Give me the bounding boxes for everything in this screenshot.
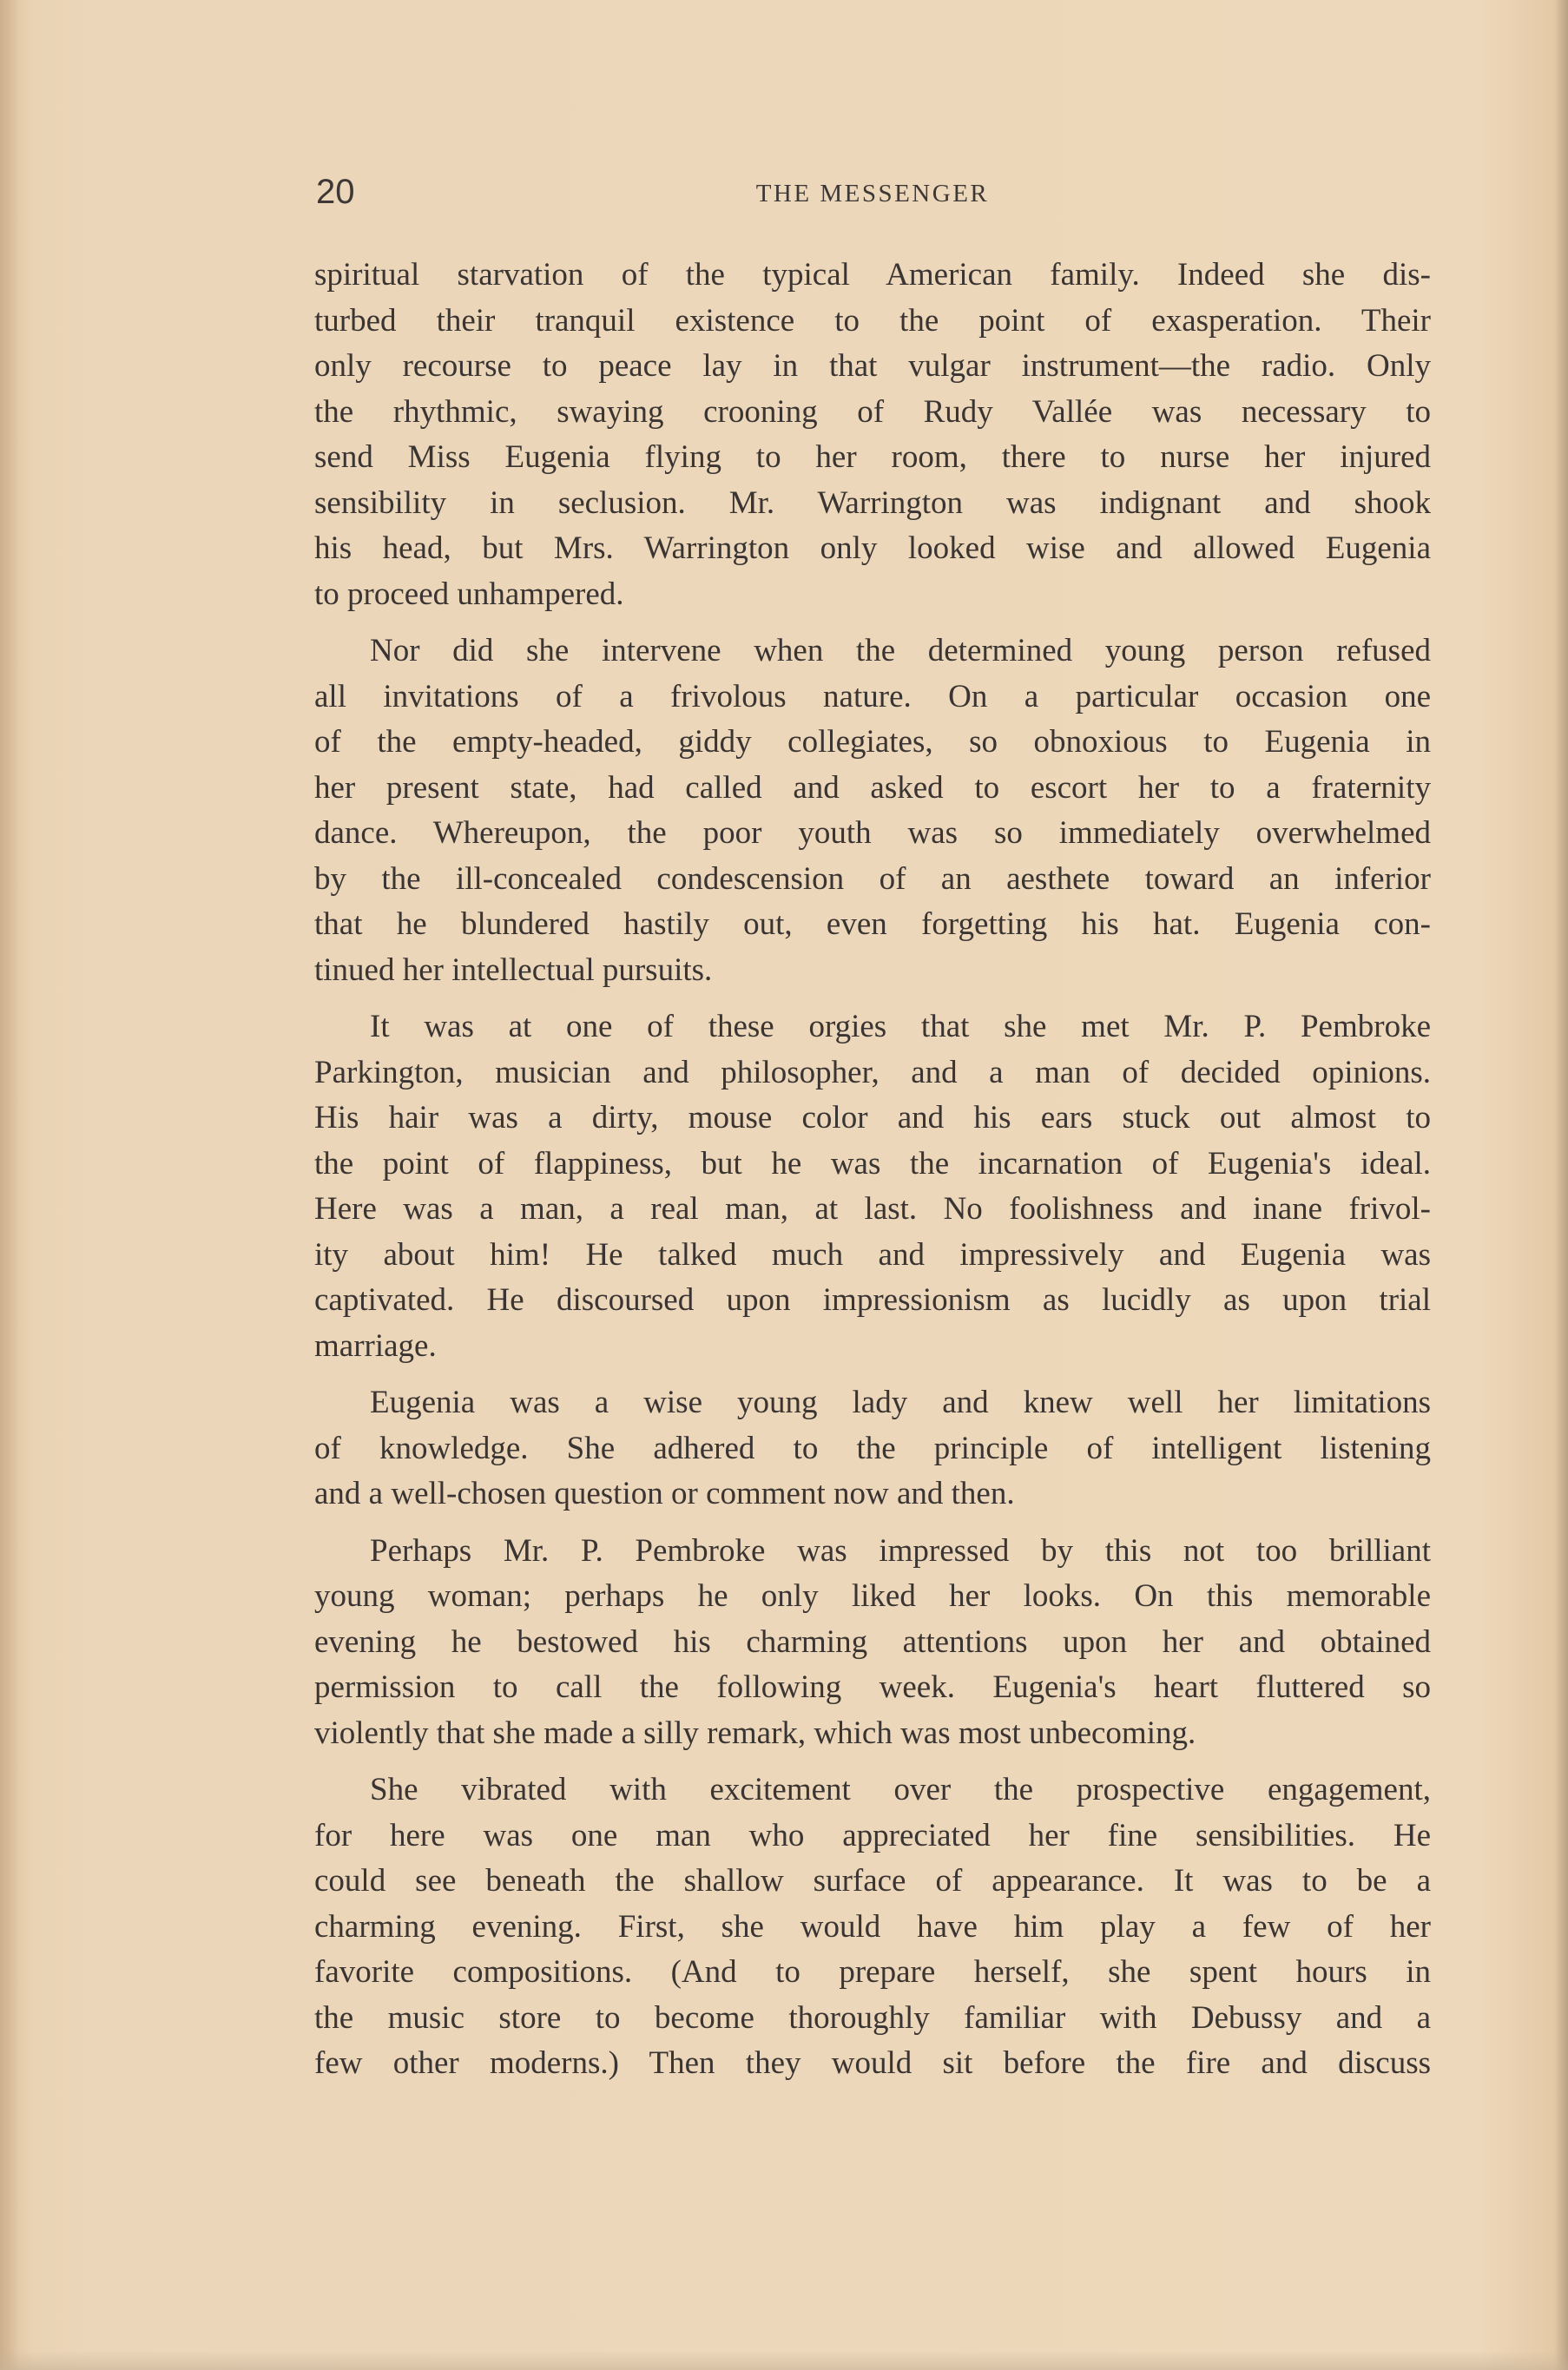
page-spine-shadow xyxy=(0,0,19,2370)
text-line: for here was one man who appreciated her fine sensibilities. He xyxy=(314,1817,1431,1853)
text-line: It was at one of these orgies that she met Mr. P. Pembroke xyxy=(370,1009,1431,1044)
text-line: charming evening. First, she would have him play a few of her xyxy=(314,1908,1431,1945)
text-line: captivated. He discoursed upon impressionism as lucidly as upon trial xyxy=(314,1282,1431,1318)
paragraph-gap xyxy=(314,1756,1431,1768)
text-line: only recourse to peace lay in that vulgar instrument—the radio. Only xyxy=(314,348,1431,384)
text-line: favorite compositions. (And to prepare herself, she spent hours in xyxy=(314,1954,1431,1990)
paragraph xyxy=(314,629,1431,993)
paragraph xyxy=(314,1768,1431,2087)
text-line: His hair was a dirty, mouse color and his ears stuck out almost to xyxy=(314,1100,1431,1136)
text-line: send Miss Eugenia flying to her room, there to nurse her injured xyxy=(314,439,1431,475)
text-line: and a well-chosen question or comment now and then. xyxy=(314,1476,1015,1511)
page-number: 20 xyxy=(316,173,355,211)
text-line: of knowledge. She adhered to the principle of intelligent listening xyxy=(314,1430,1431,1466)
text-line: young woman; perhaps he only liked her looks. On this memorable xyxy=(314,1578,1431,1614)
text-line: that he blundered hastily out, even forgetting his hat. Eugenia con- xyxy=(314,906,1431,942)
running-head xyxy=(316,170,1429,214)
paragraph xyxy=(314,1004,1431,1369)
running-title: THE MESSENGER xyxy=(755,180,990,207)
paragraph xyxy=(314,253,1431,617)
text-line: spiritual starvation of the typical American family. Indeed she dis- xyxy=(314,257,1431,293)
text-line: his head, but Mrs. Warrington only looked wise and allowed Eugenia xyxy=(314,530,1431,566)
text-line: violently that she made a silly remark, which was most unbecoming. xyxy=(314,1715,1196,1751)
text-line: Here was a man, a real man, at last. No foolishness and inane frivol- xyxy=(314,1191,1431,1227)
text-line: Parkington, musician and philosopher, and a man of decided opinions. xyxy=(314,1054,1431,1090)
text-line: by the ill-concealed condescension of an aesthete toward an inferior xyxy=(314,860,1431,897)
text-line: She vibrated with excitement over the prospective engagement, xyxy=(370,1772,1431,1807)
text-line: sensibility in seclusion. Mr. Warrington was indignant and shook xyxy=(314,484,1431,521)
text-line: few other moderns.) Then they would sit before the fire and discuss xyxy=(314,2045,1431,2081)
text-line: all invitations of a frivolous nature. On a particular occasion one xyxy=(314,678,1431,714)
page-bottom-edge xyxy=(0,2351,1568,2370)
paragraph xyxy=(314,1529,1431,1757)
text-line: Nor did she intervene when the determined young person refused xyxy=(370,633,1431,668)
text-line: tinued her intellectual pursuits. xyxy=(314,951,713,988)
text-line: dance. Whereupon, the poor youth was so immediately overwhelmed xyxy=(314,815,1431,851)
paragraph-gap xyxy=(314,1369,1431,1380)
text-line: turbed their tranquil existence to the point of exasperation. Their xyxy=(314,302,1431,339)
text-line: to proceed unhampered. xyxy=(314,576,624,612)
text-line: the point of flappiness, but he was the incarnation of Eugenia's ideal. xyxy=(314,1145,1431,1182)
text-line: of the empty-headed, giddy collegiates, so obnoxious to Eugenia in xyxy=(314,724,1431,760)
paragraph-gap xyxy=(314,617,1431,629)
paragraph-gap xyxy=(314,1517,1431,1529)
paragraph xyxy=(314,1380,1431,1517)
text-line: the music store to become thoroughly familiar with Debussy and a xyxy=(314,1999,1431,2036)
body-text xyxy=(314,253,1431,2087)
text-line: evening he bestowed his charming attentions upon her and obtained xyxy=(314,1623,1431,1660)
text-line: Perhaps Mr. P. Pembroke was impressed by this not too brilliant xyxy=(370,1532,1431,1569)
text-line: ity about him! He talked much and impressively and Eugenia was xyxy=(314,1236,1431,1273)
text-line: Eugenia was a wise young lady and knew well her limitations xyxy=(370,1385,1431,1420)
text-line: permission to call the following week. Eugenia's heart fluttered so xyxy=(314,1669,1431,1705)
paragraph-gap xyxy=(314,993,1431,1004)
text-line: the rhythmic, swaying crooning of Rudy Vallée was necessary to xyxy=(314,393,1431,430)
text-line: her present state, had called and asked to escort her to a fraternity xyxy=(314,769,1431,806)
text-line: could see beneath the shallow surface of appearance. It was to be a xyxy=(314,1863,1431,1899)
text-line: marriage. xyxy=(314,1327,437,1364)
